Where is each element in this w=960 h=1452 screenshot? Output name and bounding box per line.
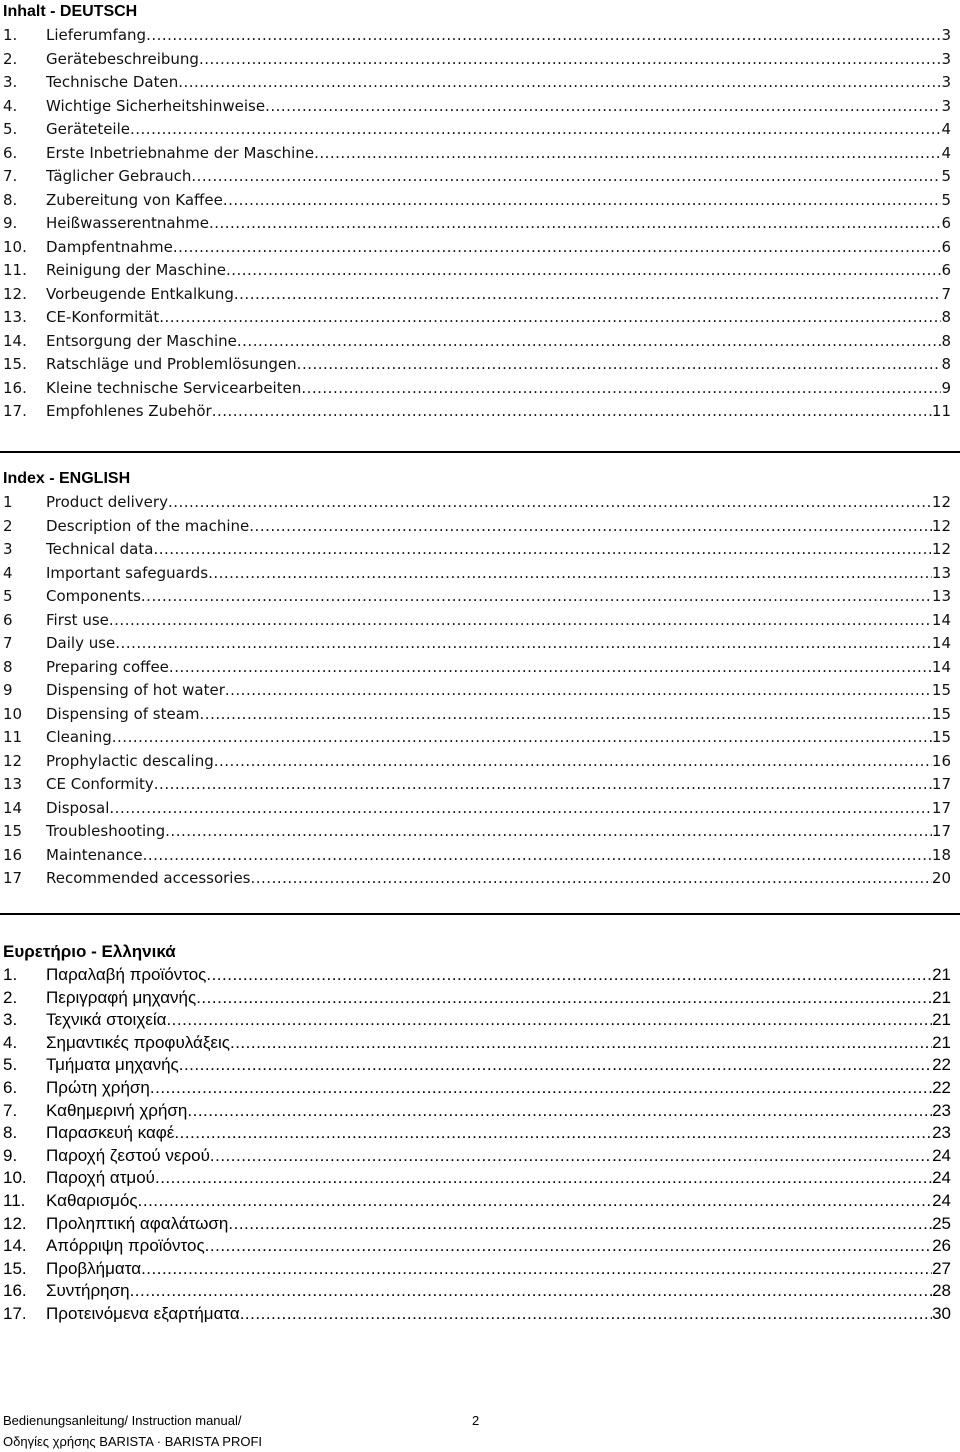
toc-german-title: Inhalt - DEUTSCH: [3, 3, 138, 20]
toc-entry[interactable]: [0, 306, 951, 330]
toc-entry-number: 11.: [3, 1190, 26, 1210]
toc-entry-label: Täglicher Gebrauch: [46, 167, 192, 185]
toc-entry-page: 6: [941, 261, 951, 279]
toc-entry-label: Zubereitung von Kaffee: [46, 190, 223, 209]
toc-dot-leader: [314, 142, 941, 166]
toc-dot-leader: [199, 48, 942, 72]
toc-entry-label: Product delivery: [46, 493, 168, 511]
toc-entry[interactable]: [0, 515, 951, 539]
toc-entry-label: Πρώτη χρήση: [46, 1077, 150, 1097]
toc-entry-number: 10.: [3, 1168, 27, 1188]
toc-entry-label: Συντήρηση: [46, 1281, 130, 1301]
toc-entry-page: 14: [931, 657, 951, 676]
toc-entry[interactable]: [0, 1145, 951, 1168]
toc-entry[interactable]: [0, 844, 951, 868]
toc-entry-number: 15.: [3, 355, 27, 373]
toc-entry[interactable]: [0, 1235, 951, 1258]
toc-entry-label: Cleaning: [46, 728, 112, 746]
toc-entry-page: 21: [932, 1032, 951, 1052]
toc-entry-number: 10: [3, 704, 23, 723]
toc-entry-number: 5.: [3, 1055, 18, 1075]
toc-dot-leader: [109, 609, 932, 633]
toc-entry-page: 22: [932, 1055, 951, 1075]
toc-entry-label: Important safeguards: [46, 563, 209, 582]
toc-entry-label: Heißwasserentnahme: [46, 214, 209, 232]
toc-dot-leader: [297, 353, 942, 377]
toc-entry-number: 6: [3, 610, 13, 629]
toc-entry[interactable]: [0, 283, 951, 307]
toc-entry[interactable]: [0, 353, 951, 377]
toc-entry-number: 8.: [3, 190, 18, 209]
toc-entry-label: Καθαρισμός: [46, 1190, 138, 1210]
toc-entry-label: CE-Konformität: [46, 308, 160, 326]
toc-dot-leader: [109, 797, 932, 821]
toc-entry-page: 5: [941, 167, 951, 185]
section-divider: [0, 451, 960, 453]
toc-dot-leader: [200, 703, 932, 727]
toc-entry-page: 17: [931, 822, 951, 840]
toc-entry[interactable]: [0, 820, 951, 844]
toc-entry[interactable]: [0, 1213, 951, 1236]
toc-entry[interactable]: [0, 48, 951, 72]
toc-entry[interactable]: [0, 24, 951, 48]
toc-entry[interactable]: [0, 95, 951, 119]
toc-english-list: [0, 491, 951, 891]
toc-entry-page: 15: [931, 704, 951, 723]
toc-entry-label: Vorbeugende Entkalkung: [46, 284, 234, 303]
toc-entry[interactable]: [0, 1100, 951, 1123]
toc-dot-leader: [206, 964, 932, 987]
toc-entry[interactable]: [0, 71, 951, 95]
toc-entry-label: CE Conformity: [46, 775, 154, 793]
toc-entry-label: Recommended accessories: [46, 869, 251, 887]
toc-entry-number: 13: [3, 775, 23, 793]
toc-dot-leader: [141, 1258, 932, 1281]
toc-dot-leader: [234, 283, 942, 307]
toc-entry[interactable]: [0, 1122, 951, 1145]
toc-entry-number: 14.: [3, 331, 27, 350]
toc-entry-label: Καθημερινή χρήση: [46, 1100, 188, 1120]
toc-entry-number: 3.: [3, 73, 18, 91]
toc-dot-leader: [210, 1145, 932, 1168]
toc-entry-page: 27: [932, 1258, 951, 1278]
toc-entry-label: Σημαντικές προφυλάξεις: [46, 1032, 230, 1052]
toc-entry-page: 8: [941, 331, 951, 350]
toc-entry[interactable]: [0, 330, 951, 354]
toc-entry[interactable]: [0, 118, 951, 142]
toc-entry-page: 3: [941, 26, 951, 44]
toc-dot-leader: [226, 259, 942, 283]
toc-entry-number: 14: [3, 798, 23, 817]
toc-entry-number: 8: [3, 657, 13, 676]
toc-entry[interactable]: [0, 987, 951, 1010]
toc-dot-leader: [205, 1235, 932, 1258]
toc-entry-page: 6: [941, 237, 951, 256]
toc-entry-label: Παροχή ζεστού νερού: [46, 1145, 210, 1165]
toc-entry-number: 10.: [3, 237, 27, 256]
toc-greek-list: [0, 964, 951, 1326]
toc-entry-page: 25: [932, 1213, 951, 1233]
toc-entry-page: 12: [931, 493, 951, 511]
footer-line-1: Bedienungsanleitung/ Instruction manual/: [3, 1413, 242, 1428]
toc-entry[interactable]: [0, 964, 951, 987]
toc-entry[interactable]: [0, 773, 951, 797]
toc-entry-number: 9.: [3, 1145, 18, 1165]
toc-entry[interactable]: [0, 491, 951, 515]
toc-entry[interactable]: [0, 212, 951, 236]
toc-entry[interactable]: [0, 259, 951, 283]
toc-entry-label: Dampfentnahme: [46, 237, 173, 256]
toc-english-title: Index - ENGLISH: [3, 470, 131, 487]
toc-entry-label: Προτεινόμενα εξαρτήματα: [46, 1303, 240, 1323]
toc-entry-page: 24: [932, 1145, 951, 1165]
toc-dot-leader: [115, 632, 932, 656]
toc-entry-label: Disposal: [46, 798, 110, 817]
toc-dot-leader: [230, 1032, 932, 1055]
toc-entry-label: Τεχνικά στοιχεία: [46, 1010, 167, 1030]
toc-entry-number: 17.: [3, 1303, 27, 1323]
toc-entry-number: 11: [3, 728, 23, 746]
toc-entry-page: 22: [932, 1077, 951, 1097]
toc-entry[interactable]: [0, 679, 951, 703]
toc-entry[interactable]: [0, 1032, 951, 1055]
toc-entry-number: 1.: [3, 965, 18, 984]
toc-entry[interactable]: [0, 538, 951, 562]
toc-entry-label: Προβλήματα: [46, 1258, 142, 1278]
toc-entry[interactable]: [0, 142, 951, 166]
toc-entry-number: 4.: [3, 96, 18, 115]
toc-entry-page: 23: [932, 1123, 951, 1143]
toc-entry-page: 15: [931, 728, 951, 746]
toc-entry[interactable]: [0, 703, 951, 727]
toc-entry-number: 6.: [3, 143, 18, 162]
toc-entry-label: Απόρριψη προϊόντος: [46, 1236, 205, 1256]
toc-entry-number: 16.: [3, 378, 27, 397]
toc-entry-page: 28: [932, 1281, 951, 1301]
toc-dot-leader: [265, 95, 941, 119]
toc-entry-page: 8: [941, 355, 951, 373]
toc-dot-leader: [112, 726, 932, 750]
toc-dot-leader: [155, 1167, 932, 1190]
toc-entry-label: Technische Daten: [46, 73, 179, 91]
toc-entry[interactable]: [0, 562, 951, 586]
toc-entry-label: Troubleshooting: [46, 822, 166, 840]
toc-dot-leader: [168, 491, 932, 515]
toc-dot-leader: [169, 656, 932, 680]
toc-entry-label: Entsorgung der Maschine: [46, 331, 237, 350]
toc-entry-number: 17.: [3, 402, 27, 420]
toc-entry[interactable]: [0, 236, 951, 260]
toc-entry-number: 7.: [3, 1100, 18, 1120]
toc-dot-leader: [165, 820, 932, 844]
toc-entry-label: Empfohlenes Zubehör: [46, 402, 212, 420]
toc-german: [0, 0, 951, 424]
toc-entry-page: 23: [932, 1100, 951, 1120]
toc-entry-number: 2.: [3, 987, 18, 1007]
toc-entry-label: Ratschläge und Problemlösungen: [46, 355, 297, 373]
toc-entry-label: Components: [46, 587, 141, 605]
toc-entry-page: 4: [941, 120, 951, 138]
toc-entry-number: 17: [3, 869, 23, 887]
toc-entry-label: Lieferumfang: [46, 26, 147, 44]
toc-entry-number: 11.: [3, 261, 27, 279]
toc-entry-page: 15: [931, 681, 951, 699]
toc-entry[interactable]: [0, 585, 951, 609]
toc-entry-number: 9.: [3, 214, 18, 232]
toc-entry-number: 15: [3, 822, 23, 840]
toc-entry-number: 13.: [3, 308, 27, 326]
toc-entry[interactable]: [0, 726, 951, 750]
toc-dot-leader: [159, 306, 941, 330]
toc-entry-label: Technical data: [46, 540, 154, 558]
toc-entry-page: 21: [932, 987, 951, 1007]
toc-entry[interactable]: [0, 656, 951, 680]
toc-dot-leader: [228, 1213, 932, 1236]
toc-german-list: [0, 24, 951, 424]
toc-entry-number: 5.: [3, 120, 18, 138]
toc-entry-number: 2: [3, 516, 13, 535]
toc-entry-number: 3.: [3, 1010, 18, 1030]
toc-entry-number: 6.: [3, 1077, 18, 1097]
toc-entry[interactable]: [0, 867, 951, 891]
toc-entry[interactable]: [0, 1280, 951, 1303]
toc-entry[interactable]: [0, 400, 951, 424]
toc-entry[interactable]: [0, 1054, 951, 1077]
toc-entry[interactable]: [0, 1258, 951, 1281]
toc-entry-page: 9: [941, 378, 951, 397]
toc-entry-page: 11: [931, 402, 951, 420]
toc-entry[interactable]: [0, 1077, 951, 1100]
toc-dot-leader: [237, 330, 942, 354]
toc-dot-leader: [130, 1280, 933, 1303]
toc-entry-label: Gerätebeschreibung: [46, 49, 199, 68]
toc-entry-number: 1: [3, 493, 13, 511]
toc-entry-number: 15.: [3, 1258, 27, 1278]
toc-entry-label: Wichtige Sicherheitshinweise: [46, 96, 266, 115]
toc-entry-number: 12.: [3, 1213, 27, 1233]
toc-entry-page: 14: [931, 610, 951, 629]
section-divider: [0, 913, 960, 915]
toc-entry-number: 7: [3, 634, 13, 652]
toc-entry-number: 1.: [3, 26, 18, 44]
toc-entry[interactable]: [0, 377, 951, 401]
toc-entry-page: 3: [941, 49, 951, 68]
toc-entry[interactable]: [0, 165, 951, 189]
toc-entry[interactable]: [0, 1009, 951, 1032]
toc-entry-label: Dispensing of hot water: [46, 681, 225, 699]
toc-dot-leader: [209, 212, 942, 236]
toc-entry[interactable]: [0, 1190, 951, 1213]
toc-dot-leader: [240, 1303, 932, 1326]
toc-entry-label: Παροχή ατμού: [46, 1168, 155, 1188]
toc-entry-label: Kleine technische Servicearbeiten: [46, 378, 302, 397]
toc-dot-leader: [225, 679, 932, 703]
toc-entry-page: 7: [941, 284, 951, 303]
toc-entry-page: 24: [932, 1190, 951, 1210]
toc-entry-label: Geräteteile: [46, 120, 130, 138]
toc-dot-leader: [178, 71, 941, 95]
toc-dot-leader: [301, 377, 941, 401]
toc-entry[interactable]: [0, 189, 951, 213]
toc-entry-label: Παρασκευή καφέ: [46, 1123, 175, 1143]
toc-dot-leader: [174, 1122, 932, 1145]
toc-entry-page: 3: [941, 96, 951, 115]
toc-dot-leader: [214, 750, 932, 774]
toc-entry-page: 24: [932, 1168, 951, 1188]
toc-entry[interactable]: [0, 797, 951, 821]
toc-entry-number: 9: [3, 681, 13, 699]
toc-entry-number: 4.: [3, 1032, 18, 1052]
toc-entry-page: 17: [931, 775, 951, 793]
toc-entry-number: 14.: [3, 1236, 27, 1256]
toc-greek-title: Ευρετήριο - Ελληνικά: [3, 942, 176, 961]
toc-entry-number: 16: [3, 845, 23, 864]
toc-dot-leader: [146, 24, 941, 48]
toc-dot-leader: [191, 165, 941, 189]
toc-entry-number: 5: [3, 587, 13, 605]
toc-entry-number: 4: [3, 563, 13, 582]
toc-entry-label: Dispensing of steam: [46, 704, 200, 723]
toc-entry-label: Τμήματα μηχανής: [46, 1055, 179, 1075]
toc-dot-leader: [130, 118, 941, 142]
toc-entry-page: 8: [941, 308, 951, 326]
footer-page-number: 2: [472, 1413, 480, 1428]
toc-entry-page: 20: [931, 869, 951, 887]
toc-entry-number: 12.: [3, 284, 27, 303]
toc-english: [0, 467, 951, 891]
toc-dot-leader: [166, 1009, 932, 1032]
toc-dot-leader: [141, 585, 932, 609]
toc-entry-page: 17: [931, 798, 951, 817]
toc-entry-page: 5: [941, 190, 951, 209]
toc-dot-leader: [196, 987, 932, 1010]
toc-entry[interactable]: [0, 1167, 951, 1190]
toc-dot-leader: [251, 867, 932, 891]
toc-dot-leader: [187, 1100, 932, 1123]
toc-entry-page: 26: [932, 1236, 951, 1256]
footer-manual-title: [3, 1410, 262, 1452]
toc-entry-page: 30: [932, 1303, 951, 1323]
toc-entry-page: 3: [941, 73, 951, 91]
footer-line-2: Οδηγίες χρήσης BARISTA · BARISTA PROFI: [3, 1434, 262, 1449]
toc-entry-label: Περιγραφή μηχανής: [46, 987, 197, 1007]
toc-dot-leader: [153, 538, 931, 562]
toc-entry-page: 13: [931, 587, 951, 605]
toc-dot-leader: [138, 1190, 932, 1213]
toc-entry-label: Preparing coffee: [46, 657, 169, 676]
toc-dot-leader: [173, 236, 942, 260]
toc-entry-label: Description of the machine: [46, 516, 250, 535]
toc-dot-leader: [143, 844, 932, 868]
toc-entry-page: 16: [931, 751, 951, 770]
toc-dot-leader: [150, 1077, 932, 1100]
toc-dot-leader: [179, 1054, 932, 1077]
toc-dot-leader: [154, 773, 932, 797]
toc-entry-number: 3: [3, 540, 13, 558]
toc-entry-number: 12: [3, 751, 23, 770]
toc-entry-page: 6: [941, 214, 951, 232]
toc-entry-page: 14: [931, 634, 951, 652]
toc-entry-page: 21: [932, 1010, 951, 1030]
toc-entry-page: 12: [931, 516, 951, 535]
toc-entry-number: 16.: [3, 1281, 27, 1301]
toc-dot-leader: [249, 515, 932, 539]
toc-entry-number: 7.: [3, 167, 18, 185]
toc-entry-page: 18: [931, 845, 951, 864]
toc-entry[interactable]: [0, 1303, 951, 1326]
toc-entry-label: Prophylactic descaling: [46, 751, 214, 770]
toc-dot-leader: [208, 562, 932, 586]
toc-dot-leader: [223, 189, 942, 213]
toc-entry-label: Προληπτική αφαλάτωση: [46, 1213, 229, 1233]
toc-entry-label: First use: [46, 610, 109, 629]
toc-entry[interactable]: [0, 632, 951, 656]
toc-entry-label: Maintenance: [46, 845, 143, 864]
toc-entry-label: Παραλαβή προϊόντος: [46, 965, 207, 984]
toc-dot-leader: [212, 400, 932, 424]
toc-entry-label: Reinigung der Maschine: [46, 261, 226, 279]
toc-entry[interactable]: [0, 609, 951, 633]
toc-entry-label: Erste Inbetriebnahme der Maschine: [46, 143, 315, 162]
toc-entry-page: 12: [931, 540, 951, 558]
toc-entry-number: 2.: [3, 49, 18, 68]
toc-entry-page: 21: [932, 965, 951, 984]
toc-entry-page: 13: [931, 563, 951, 582]
toc-entry[interactable]: [0, 750, 951, 774]
toc-entry-label: Daily use: [46, 634, 116, 652]
toc-entry-page: 4: [941, 143, 951, 162]
toc-greek: [0, 940, 951, 1326]
toc-entry-number: 8.: [3, 1123, 18, 1143]
